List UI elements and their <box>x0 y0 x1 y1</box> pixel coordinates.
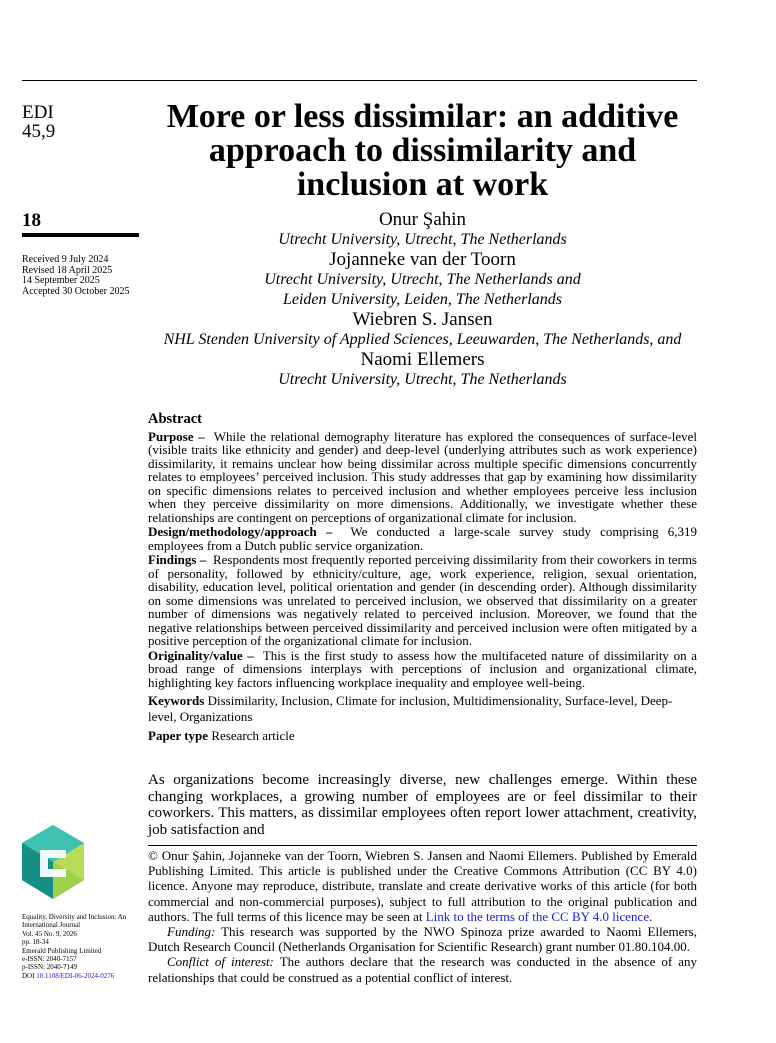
pubinfo-eissn: e-ISSN: 2040-7157 <box>22 955 77 964</box>
author-name: Jojanneke van der Toorn <box>329 249 516 270</box>
abstract-design-label: Design/methodology/approach – <box>148 524 333 539</box>
author-affiliation: Utrecht University, Utrecht, The Netherlands <box>278 371 567 388</box>
copyright-notice <box>148 848 697 924</box>
doi-link[interactable]: 10.1108/EDI-06-2024-0276 <box>36 971 115 980</box>
pubinfo-pages: pp. 18-34 <box>22 938 49 947</box>
paper-type-text: Research article <box>211 728 295 743</box>
abstract <box>148 413 697 744</box>
footnote-rule <box>148 845 697 846</box>
abstract-findings-label: Findings – <box>148 552 207 567</box>
author-affiliation: Leiden University, Leiden, The Netherlands <box>282 291 563 308</box>
copyright-text: © Onur Şahin, Jojanneke van der Toorn, Wiebren S. Jansen and Naomi Ellemers. Published by Emerald Publishing Limited. This article is published under the Creative Commons Attribution (CC BY 4.0) licence. Anyone may reproduce, distribute, translate and create derivative works of this article (for both commercial and non-commercial purposes), subject to full attribution to the original publication and authors. The full terms of this licence may be seen at <box>148 848 697 924</box>
funding-text: This research was supported by the NWO Spinoza prize awarded to Naomi Ellemers, Dutch Research Council (Netherlands Organisation for Scientific Research) grant number 01.80.104.00. <box>148 924 697 955</box>
page-number: 18 <box>22 210 41 231</box>
paper-type <box>148 728 697 744</box>
pubinfo-doi-label: DOI <box>22 971 35 980</box>
history-accepted: Accepted 30 October 2025 <box>22 285 130 297</box>
pubinfo-publisher: Emerald Publishing Limited <box>22 946 102 955</box>
abstract-purpose-text: While the relational demography literature has explored the consequences of surface-level (visible traits like ethnicity and gender) and deep-level (underlying attributes such as work experience) dissimilarity, it remains unclear how being dissimilar across multiple specific dimensions concurrently relates to employees’ perceived inclusion. This study addresses that gap by examining how dissimilarity on specific dimensions relates to perceived inclusion and whether employees perceive less inclusion when they perceive dissimilarity on more dimensions. Additionally, we investigate whether these relationships are contingent on perceptions of organizational climate for inclusion. <box>148 428 697 525</box>
funding-note <box>148 924 697 954</box>
publication-info <box>22 913 140 980</box>
abstract-findings <box>148 553 697 648</box>
keywords-text: Dissimilarity, Inclusion, Climate for inclusion, Multidimensionality, Surface-level, Deep-level, Organizations <box>148 693 673 724</box>
history-received: Received 9 July 2024 <box>22 254 109 265</box>
author-list <box>148 210 697 390</box>
journal-code <box>22 103 55 141</box>
licence-link[interactable]: Link to the terms of the CC BY 4.0 licence <box>425 908 650 924</box>
abstract-design <box>148 525 697 552</box>
article-header <box>148 100 697 390</box>
conflict-text: The authors declare that the research was conducted in the absence of any relationships that could be construed as a potential conflict of interest. <box>148 954 698 985</box>
author-name: Wiebren S. Jansen <box>352 309 493 330</box>
top-rule <box>22 80 697 81</box>
abstract-findings-text: Respondents most frequently reported perceiving dissimilarity from their coworkers in terms of personality, followed by ethnicity/culture, age, work experience, religion, sexual orientation, disability, education level, political orientation and gender (in descending order). Although dissimilarity on some dimensions was unrelated to perceived inclusion, we observed that dissimilarity on a greater number of dimensions was negatively related to perceived inclusion. Moreover, we found that the negative relationships between perceived dissimilarity and perceived inclusion were often mitigated by a positive perception of the organizational climate for inclusion. <box>148 552 697 648</box>
author-affiliation: NHL Stenden University of Applied Sciences, Leeuwarden, The Netherlands, and <box>163 331 682 348</box>
page-number-rule <box>22 233 139 237</box>
emerald-open-access-logo-icon <box>20 825 86 899</box>
conflict-note <box>148 954 697 984</box>
abstract-originality <box>148 649 697 690</box>
funding-label: Funding: <box>167 924 216 940</box>
article-title: More or less dissimilar: an additive approach to dissimilarity and inclusion at work <box>166 98 679 203</box>
author-affiliation: Utrecht University, Utrecht, The Netherlands and <box>264 271 581 288</box>
journal-code-line1: EDI <box>22 102 54 123</box>
history-revised-2: 14 September 2025 <box>22 275 100 286</box>
abstract-purpose <box>148 430 697 525</box>
pubinfo-doi-line <box>22 972 140 980</box>
conflict-label: Conflict of interest: <box>167 954 274 970</box>
paper-type-label: Paper type <box>148 728 209 743</box>
pubinfo-pissn: p-ISSN: 2040-7149 <box>22 963 78 972</box>
footnotes <box>148 848 697 985</box>
abstract-heading: Abstract <box>148 411 202 427</box>
article-history <box>22 255 129 297</box>
author-name: Naomi Ellemers <box>360 349 485 370</box>
abstract-purpose-label: Purpose – <box>148 428 205 444</box>
keywords <box>148 693 697 725</box>
body-paragraph: As organizations become increasingly diverse, new challenges emerge. Within these changing workplaces, a growing number of employees are or feel dissimilar to their coworkers. This matters, as dissimilar employees often report lower attachment, creativity, job satisfaction and <box>148 772 697 838</box>
abstract-design-text: We conducted a large-scale survey study comprising 6,319 employees from a Dutch public service organization. <box>148 524 697 553</box>
author-affiliation: Utrecht University, Utrecht, The Netherlands <box>278 231 567 248</box>
keywords-label: Keywords <box>148 693 205 708</box>
pubinfo-volume: Vol. 45 No. 9, 2026 <box>22 929 77 938</box>
copyright-period: . <box>649 908 653 924</box>
abstract-originality-text: This is the first study to assess how the multifaceted nature of dissimilarity on a broad range of dimensions interplays with perceptions of inclusion and organizational climate, highlighting key factors influencing workplace inequality and employee well-being. <box>148 647 698 690</box>
abstract-originality-label: Originality/value – <box>148 647 254 663</box>
author-name: Onur Şahin <box>378 209 467 230</box>
pubinfo-journal-name: Equality, Diversity and Inclusion: An International Journal <box>22 913 127 930</box>
history-revised: Revised 18 April 2025 <box>22 264 113 276</box>
journal-code-line2: 45,9 <box>22 121 56 142</box>
